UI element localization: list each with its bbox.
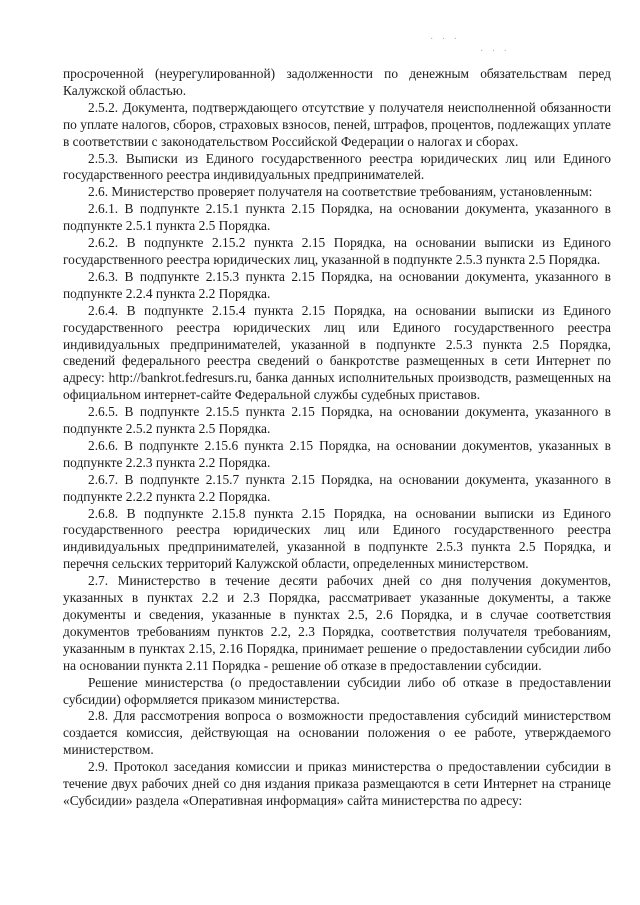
paragraph: 2.6.5. В подпункте 2.15.5 пункта 2.15 Порядка, на основании документа, указанного в подпункте 2.5.2 пункта 2.5 Порядка.	[63, 404, 611, 437]
paragraph: 2.6.8. В подпункте 2.15.8 пункта 2.15 Порядка, на основании выписки из Единого государственного реестра юридических лиц или Единого государственного реестра индивидуальных предпринимателей, указанной в подпункте 2.5.3 пункта 2.5 Порядка, и перечня сельских территорий Калужской области, определенных министерством.	[63, 505, 611, 572]
scan-noise: · · ·	[430, 34, 460, 45]
paragraph: 2.6.7. В подпункте 2.15.7 пункта 2.15 Порядка, на основании документа, указанного в подпункте 2.2.2 пункта 2.2 Порядка.	[63, 471, 611, 504]
scan-noise: · · ·	[480, 46, 510, 57]
paragraph: 2.6. Министерство проверяет получателя на соответствие требованиям, установленным:	[88, 184, 593, 200]
paragraph: 2.5.3. Выписки из Единого государственного реестра юридических лиц или Единого государственного реестра индивидуальных предпринимателей.	[63, 150, 611, 183]
paragraph: просроченной (неурегулированной) задолженности по денежным обязательствам перед Калужской областью.	[63, 66, 611, 98]
document-body	[63, 66, 611, 810]
paragraph: 2.5.2. Документа, подтверждающего отсутствие у получателя неисполненной обязанности по уплате налогов, сборов, страховых взносов, пеней, штрафов, процентов, подлежащих уплате в соответствии с законодательством Российской Федерации о налогах и сборах.	[63, 99, 611, 149]
paragraph: 2.6.3. В подпункте 2.15.3 пункта 2.15 Порядка, на основании документа, указанного в подпункте 2.2.4 пункта 2.2 Порядка.	[63, 268, 611, 301]
paragraph: Решение министерства (о предоставлении субсидии либо об отказе в предоставлении субсидии) оформляется приказом министерства.	[63, 674, 611, 707]
paragraph: 2.6.2. В подпункте 2.15.2 пункта 2.15 Порядка, на основании выписки из Единого государственного реестра юридических лиц, указанной в подпункте 2.5.3 пункта 2.5 Порядка.	[63, 235, 611, 267]
paragraph: 2.6.4. В подпункте 2.15.4 пункта 2.15 Порядка, на основании выписки из Единого государственного реестра юридических лиц или Единого государственного реестра индивидуальных предпринимателей, указанной в подпункте 2.5.3 пункта 2.5 Порядка, сведений федерального реестра сведений о банкротстве размещенных в сети Интернет по адресу: http://bankrot.fedresurs.ru, банка данных исполнительных производств, размещенных на официальном интернет-сайте Федеральной службы судебных приставов.	[63, 302, 611, 403]
paragraph: 2.6.1. В подпункте 2.15.1 пункта 2.15 Порядка, на основании документа, указанного в подпункте 2.5.1 пункта 2.5 Порядка.	[63, 201, 611, 234]
paragraph: 2.8. Для рассмотрения вопроса о возможности предоставления субсидий министерством создается комиссия, действующая на основании положения о ее работе, утверждаемого министерством.	[63, 708, 611, 758]
paragraph: 2.7. Министерство в течение десяти рабочих дней со дня получения документов, указанных в пунктах 2.2 и 2.3 Порядка, рассматривает указанные документы, а также документы и сведения, указанные в пунктах 2.5, 2.6 Порядка, и в случае соответствия документов требованиям пунктов 2.2, 2.3 Порядка, соответствия получателя требованиям, указанным в пунктах 2.15, 2.16 Порядка, принимает решение о предоставлении субсидии либо на основании пункта 2.11 Порядка - решение об отказе в предоставлении субсидии.	[63, 573, 611, 673]
paragraph: 2.9. Протокол заседания комиссии и приказ министерства о предоставлении субсидии в течение двух рабочих дней со дня издания приказа размещаются в сети Интернет на странице «Субсидии» раздела «Оперативная информация» сайта министерства по адресу:	[63, 759, 611, 808]
paragraph: 2.6.6. В подпункте 2.15.6 пункта 2.15 Порядка, на основании документов, указанных в подпункте 2.2.3 пункта 2.2 Порядка.	[63, 437, 611, 470]
